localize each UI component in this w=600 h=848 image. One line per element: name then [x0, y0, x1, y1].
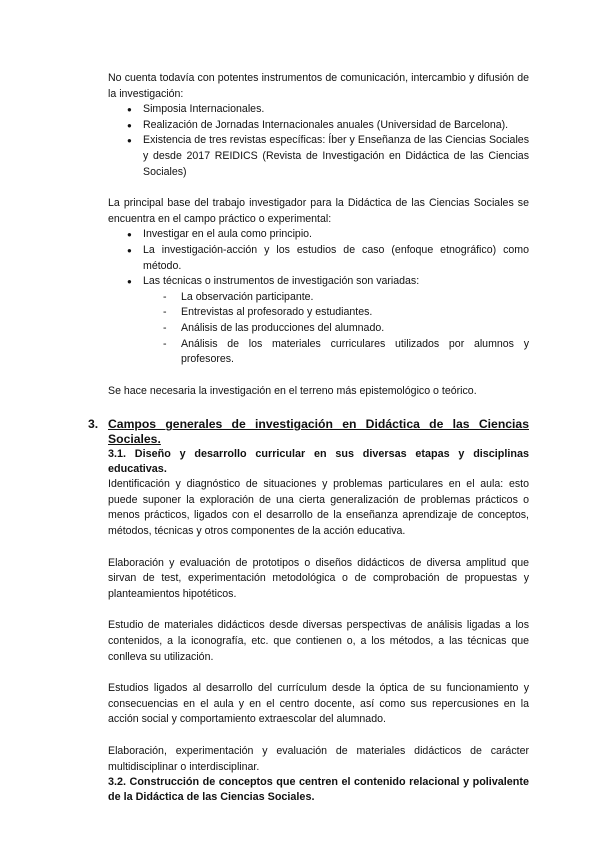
section-3-heading: [88, 417, 529, 447]
section-title: Campos generales de investigación en Didáctica de las Ciencias Sociales.: [108, 417, 529, 447]
subsection-paragraph: Elaboración y evaluación de prototipos o diseños didácticos de diversa amplitud que sirvan de test, experimentación metodológica o de comprobación de propuestas y planteamientos hipotéticos.: [108, 556, 529, 600]
list-item: ● Existencia de tres revistas específicas: Íber y Enseñanza de las Ciencias Sociales y desde 2017 REIDICS (Revista de Investigación en Didáctica de las Ciencias Sociales): [108, 133, 529, 180]
base-bullet-list: [108, 227, 529, 289]
subsection-3-2-heading: 3.2. Construcción de conceptos que centren el contenido relacional y polivalente de la Didáctica de las Ciencias Sociales.: [108, 776, 529, 804]
list-item: ● La investigación-acción y los estudios de caso (enfoque etnográfico) como método.: [108, 243, 529, 274]
subsection-3-1-heading: 3.1. Diseño y desarrollo curricular en sus diversas etapas y disciplinas educativas.: [108, 448, 529, 476]
spacer: [108, 180, 529, 196]
subsection-paragraph: Elaboración, experimentación y evaluación de materiales didácticos de carácter multidisciplinar o interdisciplinar.: [108, 745, 529, 773]
subsection-paragraph: Estudio de materiales didácticos desde diversas perspectivas de análisis ligadas a los contenidos, a la iconografía, etc. que contienen o, a los métodos, a las técnicas que conlleva su utilización.: [108, 619, 529, 663]
list-item: - Entrevistas al profesorado y estudiantes.: [108, 305, 529, 321]
list-item: ● Investigar en el aula como principio.: [108, 227, 529, 243]
techniques-dash-list: [108, 290, 529, 368]
spacer: [108, 399, 529, 417]
list-item: - La observación participante.: [108, 290, 529, 306]
subsection-paragraph: Estudios ligados al desarrollo del currículum desde la óptica de su funcionamiento y consecuencias en el aula y en el centro docente, así como sus repercusiones en la acción social y comportamiento extraescolar del alumnado.: [108, 682, 529, 726]
spacer: [108, 540, 529, 556]
spacer: [108, 368, 529, 384]
spacer: [108, 728, 529, 744]
list-item: - Análisis de las producciones del alumnado.: [108, 321, 529, 337]
spacer: [108, 602, 529, 618]
document-page: [88, 71, 529, 805]
intro-bullet-list: [108, 102, 529, 180]
list-item: ● Las técnicas o instrumentos de investigación son variadas:: [108, 274, 529, 290]
spacer: [108, 665, 529, 681]
subsection-paragraph: Identificación y diagnóstico de situaciones y problemas particulares en el aula: esto puede suponer la exploración de una cierta generalización de problemas prácticos o menos prácticos, ligados con el desarrollo de la enseñanza aprendizaje de conceptos, métodos, técnicas y otros componentes de la acción educativa.: [108, 478, 529, 538]
intro-paragraph: No cuenta todavía con potentes instrumentos de comunicación, intercambio y difusión de la investigación:: [108, 72, 529, 100]
list-item: ● Simposia Internacionales.: [108, 102, 529, 118]
section-number: 3.: [88, 417, 99, 432]
list-item: - Análisis de los materiales curriculares utilizados por alumnos y profesores.: [108, 337, 529, 368]
epistemology-paragraph: Se hace necesaria la investigación en el terreno más epistemológico o teórico.: [108, 384, 477, 397]
base-paragraph: La principal base del trabajo investigador para la Didáctica de las Ciencias Sociales se encuentra en el campo práctico o experimental:: [108, 197, 529, 225]
list-item: ● Realización de Jornadas Internacionales anuales (Universidad de Barcelona).: [108, 118, 529, 134]
